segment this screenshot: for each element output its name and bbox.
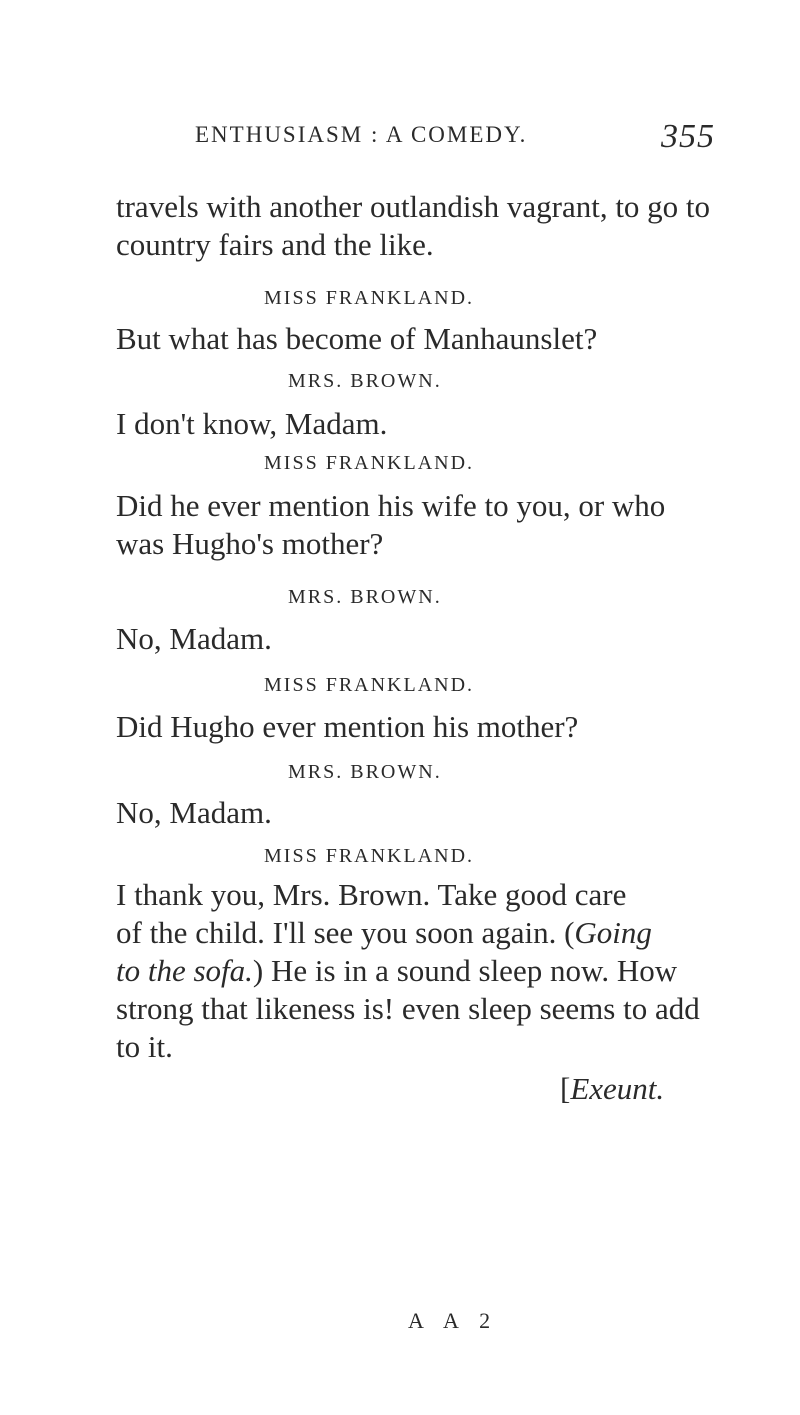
speaker-name: MRS. BROWN. bbox=[288, 761, 442, 783]
stage-direction-text: to the sofa. bbox=[116, 953, 253, 988]
signature-mark: A A 2 bbox=[408, 1308, 499, 1333]
speech-text: of the child. I'll see you soon again. ( bbox=[116, 915, 575, 950]
speech-line: Did he ever mention his wife to you, or who bbox=[116, 488, 666, 523]
paragraph-line: country fairs and the like. bbox=[116, 227, 434, 262]
running-title: ENTHUSIASM : A COMEDY. bbox=[195, 122, 528, 147]
speech-line: was Hugho's mother? bbox=[116, 526, 384, 561]
speech-line: No, Madam. bbox=[116, 795, 272, 830]
speech-line: I don't know, Madam. bbox=[116, 406, 388, 441]
speaker-name: MISS FRANKLAND. bbox=[264, 674, 475, 696]
stage-direction-text: Exeunt. bbox=[570, 1071, 665, 1106]
speech-line: to it. bbox=[116, 1029, 173, 1064]
speech-line bbox=[116, 914, 652, 952]
page-number: 355 bbox=[661, 118, 715, 155]
stage-direction bbox=[560, 1070, 664, 1108]
speech-line: Did Hugho ever mention his mother? bbox=[116, 709, 579, 744]
speaker-name: MISS FRANKLAND. bbox=[264, 845, 475, 867]
speech-line: No, Madam. bbox=[116, 621, 272, 656]
speaker-name: MRS. BROWN. bbox=[288, 586, 442, 608]
speaker-name: MRS. BROWN. bbox=[288, 370, 442, 392]
paragraph-line: travels with another outlandish vagrant, to go to bbox=[116, 189, 711, 224]
speech-line: I thank you, Mrs. Brown. Take good care bbox=[116, 877, 627, 912]
speech-line: But what has become of Manhaunslet? bbox=[116, 321, 598, 356]
stage-direction-text: Going bbox=[574, 915, 652, 950]
stage-direction-bracket: [ bbox=[560, 1071, 571, 1106]
speech-line bbox=[116, 952, 677, 990]
speech-line: strong that likeness is! even sleep seems to add bbox=[116, 991, 700, 1026]
running-head bbox=[195, 118, 715, 158]
speech-text: ) He is in a sound sleep now. How bbox=[252, 953, 678, 988]
speaker-name: MISS FRANKLAND. bbox=[264, 287, 475, 309]
speaker-name: MISS FRANKLAND. bbox=[264, 452, 475, 474]
